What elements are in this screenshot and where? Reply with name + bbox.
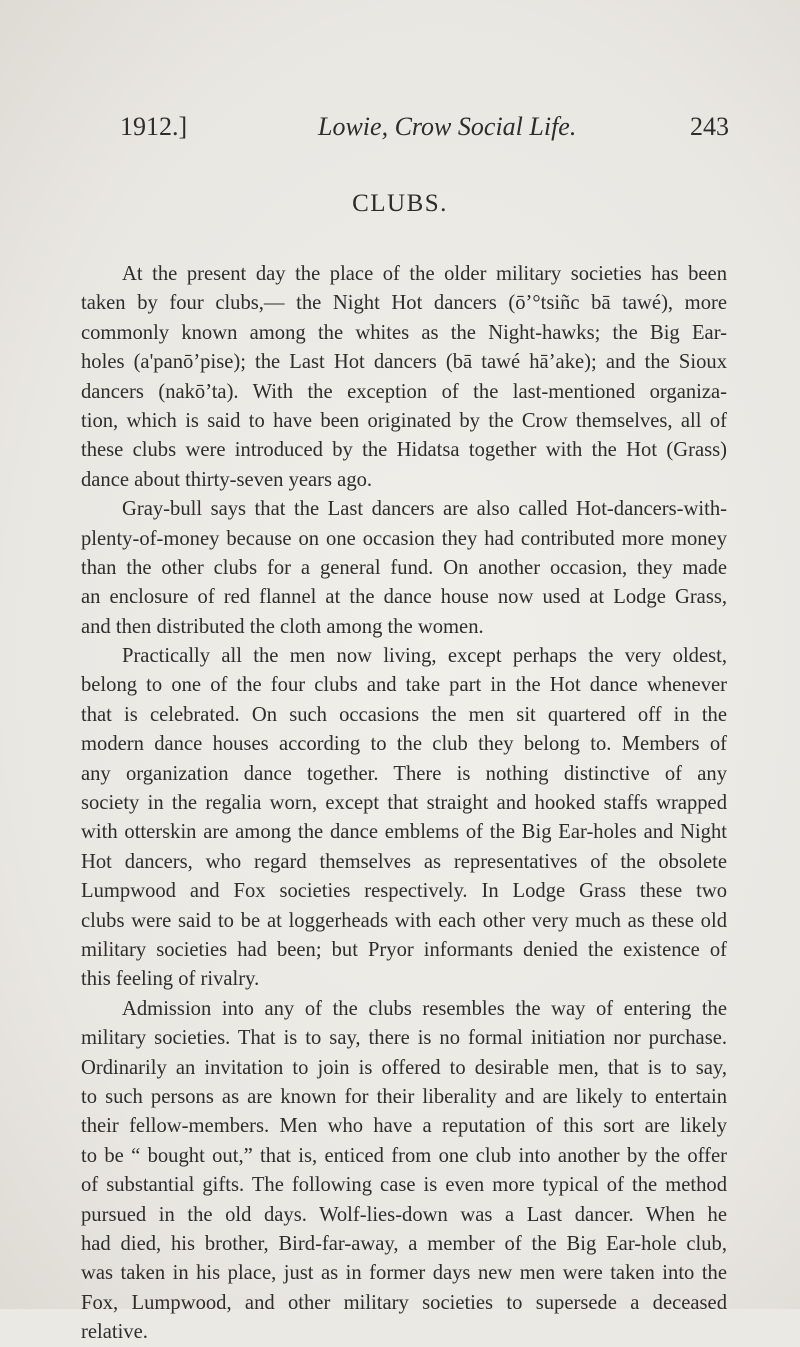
paragraph-line: military societies had been; but Pryor informants denied the existence of: [81, 938, 727, 961]
paragraph-line: to such persons as are known for their liberality and are likely to entertain: [81, 1085, 727, 1108]
paragraph-line: Hot dancers, who regard themselves as representatives of the obsolete: [81, 850, 727, 873]
paragraph-line: of substantial gifts. The following case is even more typical of the method: [81, 1174, 727, 1197]
year-marker: 1912.]: [120, 112, 188, 141]
paragraph-line: At the present day the place of the older military societies has been: [122, 263, 727, 285]
paragraph-line: Practically all the men now living, except perhaps the very oldest,: [122, 645, 727, 668]
paragraph-line: modern dance houses according to the club they belong to. Members of: [81, 733, 727, 756]
paragraph-line: holes (a'panō’pise); the Last Hot dancers (bā tawé hā’ake); and the Sioux: [81, 351, 727, 374]
paragraph-line: Gray-bull says that the Last dancers are also called Hot-dancers-with-: [122, 498, 727, 521]
paragraph-line: was taken in his place, just as in former days new men were taken into the: [81, 1262, 727, 1285]
paragraph-line: and then distributed the cloth among the women.: [81, 615, 484, 638]
paragraph-line: with otterskin are among the dance emblems of the Big Ear-holes and Night: [81, 821, 727, 844]
paragraph-line: belong to one of the four clubs and take part in the Hot dance whenever: [81, 674, 727, 697]
paragraph-line: pursued in the old days. Wolf-lies-down was a Last dancer. When he: [81, 1203, 727, 1226]
paragraph-line: Admission into any of the clubs resembles the way of entering the: [122, 997, 727, 1020]
paragraph-line: any organization dance together. There is nothing distinctive of any: [81, 762, 727, 785]
paragraph-line: Fox, Lumpwood, and other military societies to supersede a deceased: [81, 1291, 727, 1314]
paragraph-line: dancers (nakō’ta). With the exception of the last-mentioned organiza-: [81, 380, 727, 403]
paragraph-line: Lumpwood and Fox societies respectively. In Lodge Grass these two: [81, 880, 727, 903]
body-text: [81, 260, 727, 1347]
running-title: Lowie, Crow Social Life.: [318, 112, 577, 141]
section-title: CLUBS.: [352, 190, 448, 217]
paragraph-line: to be “ bought out,” that is, enticed from one club into another by the offer: [81, 1144, 727, 1167]
paragraph-line: relative.: [81, 1321, 148, 1344]
paragraph-line: an enclosure of red flannel at the dance house now used at Lodge Grass,: [81, 586, 727, 609]
paragraph-line: had died, his brother, Bird-far-away, a member of the Big Ear-hole club,: [81, 1232, 727, 1255]
running-head: [0, 112, 800, 152]
page-number: 243: [690, 112, 729, 141]
paragraph-line: tion, which is said to have been originated by the Crow themselves, all of: [81, 409, 727, 432]
paragraph-line: that is celebrated. On such occasions the men sit quartered off in the: [81, 703, 727, 726]
paragraph-line: society in the regalia worn, except that straight and hooked staffs wrapped: [81, 792, 727, 815]
paragraph-line: these clubs were introduced by the Hidatsa together with the Hot (Grass): [81, 439, 727, 462]
paragraph-line: commonly known among the whites as the Night-hawks; the Big Ear-: [81, 321, 727, 344]
paragraph-line: military societies. That is to say, there is no formal initiation nor purchase.: [81, 1027, 727, 1050]
paragraph-line: taken by four clubs,— the Night Hot dancers (ō’°tsiñc bā tawé), more: [81, 292, 727, 315]
paragraph-line: dance about thirty-seven years ago.: [81, 468, 373, 491]
paragraph-line: clubs were said to be at loggerheads with each other very much as these old: [81, 909, 727, 932]
paragraph-line: Ordinarily an invitation to join is offered to desirable men, that is to say,: [81, 1056, 727, 1079]
paragraph-line: their fellow-members. Men who have a reputation of this sort are likely: [81, 1115, 727, 1138]
paragraph-line: plenty-of-money because on one occasion they had contributed more money: [81, 527, 727, 550]
paragraph-line: this feeling of rivalry.: [81, 968, 260, 991]
paragraph-line: than the other clubs for a general fund. On another occasion, they made: [81, 556, 727, 579]
